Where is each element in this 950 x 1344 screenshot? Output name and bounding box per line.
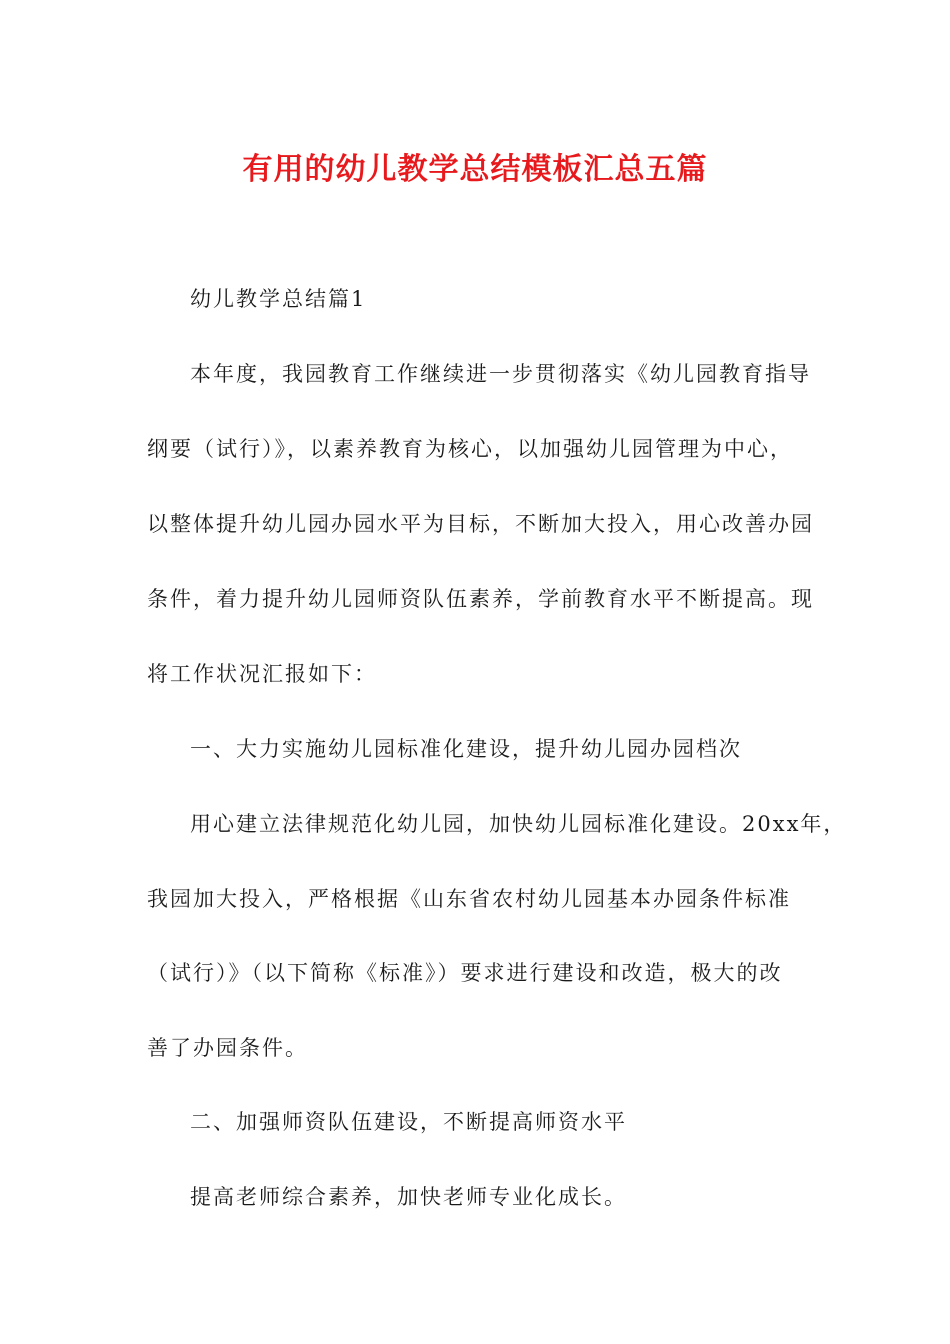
document-title: 有用的幼儿教学总结模板汇总五篇 <box>242 152 708 187</box>
paragraph-line: 条件，着力提升幼儿园师资队伍素养，学前教育水平不断提高。现 <box>147 587 814 611</box>
paragraph-line: 纲要（试行）》，以素养教育为核心，以加强幼儿园管理为中心， <box>147 437 793 461</box>
paragraph-line: 我园加大投入，严格根据《山东省农村幼儿园基本办园条件标准 <box>147 887 791 911</box>
paragraph-line: 本年度，我园教育工作继续进一步贯彻落实《幼儿园教育指导 <box>190 362 811 386</box>
paragraph-line: 以整体提升幼儿园办园水平为目标，不断加大投入，用心改善办园 <box>147 512 814 536</box>
paragraph-line: 善了办园条件。 <box>147 1036 308 1060</box>
section-heading: 一、大力实施幼儿园标准化建设，提升幼儿园办园档次 <box>190 737 742 761</box>
paragraph-line: （试行）》（以下简称《标准》）要求进行建设和改造，极大的改 <box>147 961 783 985</box>
section-heading: 二、加强师资队伍建设，不断提高师资水平 <box>190 1110 627 1134</box>
paragraph-line: 用心建立法律规范化幼儿园，加快幼儿园标准化建设。20xx年， <box>190 812 847 836</box>
paragraph-line: 提高老师综合素养，加快老师专业化成长。 <box>190 1185 627 1209</box>
paragraph-line: 将工作状况汇报如下： <box>147 662 377 686</box>
section-heading: 幼儿教学总结篇1 <box>190 287 367 311</box>
